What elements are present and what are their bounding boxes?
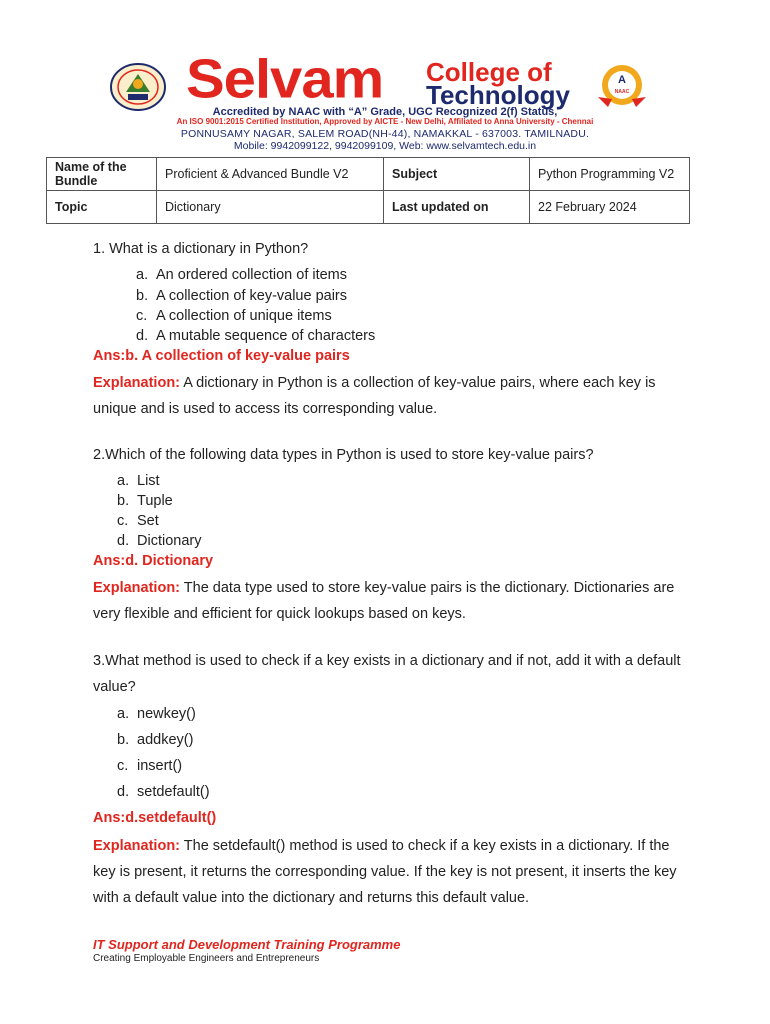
table-row xyxy=(47,158,690,191)
brand-name: Selvam xyxy=(186,48,384,110)
question-2: 2.Which of the following data types in Python is used to store key-value pairs? xyxy=(93,447,594,463)
option-1d: d. A mutable sequence of characters xyxy=(136,328,376,344)
subject-label: Subject xyxy=(384,158,530,191)
option-3d: d. setdefault() xyxy=(117,784,210,800)
updated-value: 22 February 2024 xyxy=(530,191,690,224)
explanation-3: Explanation: The setdefault() method is used to check if a key exists in a dictionary. If the key is present, it returns the corresponding value. If the key is not present, it inserts the key with a default value into the dictionary and returns this default value. xyxy=(93,838,677,906)
option-3b: b. addkey() xyxy=(117,732,194,748)
answer-3: Ans:d.setdefault() xyxy=(93,810,217,826)
option-1c: c. A collection of unique items xyxy=(136,308,332,324)
option-2b: b. Tuple xyxy=(117,493,173,509)
answer-2: Ans:d. Dictionary xyxy=(93,553,214,569)
option-2c: c. Set xyxy=(117,513,159,529)
subject-value: Python Programming V2 xyxy=(530,158,690,191)
accreditation-text: Accredited by NAAC with “A” Grade, UGC Recognized 2(f) Status, xyxy=(212,106,558,118)
topic-label: Topic xyxy=(47,191,157,224)
letterhead xyxy=(0,0,770,150)
question-3: 3.What method is used to check if a key exists in a dictionary and if not, add it with a default value? xyxy=(93,653,681,695)
updated-label: Last updated on xyxy=(384,191,530,224)
address-text: PONNUSAMY NAGAR, SALEM ROAD(NH-44), NAMAKKAL - 637003. TAMILNADU. xyxy=(180,128,590,140)
brand-line-2: Technology xyxy=(426,80,570,110)
contact-text: Mobile: 9942099122, 9942099109, Web: www.selvamtech.edu.in xyxy=(233,140,537,152)
explanation-1: Explanation: A dictionary in Python is a collection of key-value pairs, where each key is unique and is used to access its corresponding value. xyxy=(93,375,656,417)
name-value: Proficient & Advanced Bundle V2 xyxy=(157,158,384,191)
option-2a: a. List xyxy=(117,473,160,489)
brand-line-1: College of xyxy=(426,57,552,87)
naac-grade: A xyxy=(618,74,626,86)
footer-subtitle: Creating Employable Engineers and Entrepreneurs xyxy=(93,953,320,964)
naac-label: NAAC xyxy=(614,89,630,95)
table-row xyxy=(47,191,690,224)
option-1b: b. A collection of key-value pairs xyxy=(136,288,348,304)
naac-badge-icon xyxy=(592,63,652,113)
topic-value: Dictionary xyxy=(157,191,384,224)
bundle-info-table xyxy=(46,157,690,224)
college-emblem-icon xyxy=(109,62,167,112)
option-2d: d. Dictionary xyxy=(117,533,202,549)
explanation-2: Explanation: The data type used to store key-value pairs is the dictionary. Dictionaries are very flexible and efficient for quick lookups based on keys. xyxy=(93,580,675,622)
option-3a: a. newkey() xyxy=(117,706,196,722)
option-1a: a. An ordered collection of items xyxy=(136,267,348,283)
answer-1: Ans:b. A collection of key-value pairs xyxy=(93,348,350,364)
option-3c: c. insert() xyxy=(117,758,183,774)
iso-text: An ISO 9001:2015 Certified Institution, Approved by AICTE - New Delhi, Affiliated to Anna University - Chennai xyxy=(176,117,594,126)
footer-title: IT Support and Development Training Programme xyxy=(93,937,401,952)
name-label: Name of the Bundle xyxy=(47,158,157,191)
question-1: 1. What is a dictionary in Python? xyxy=(93,241,309,257)
